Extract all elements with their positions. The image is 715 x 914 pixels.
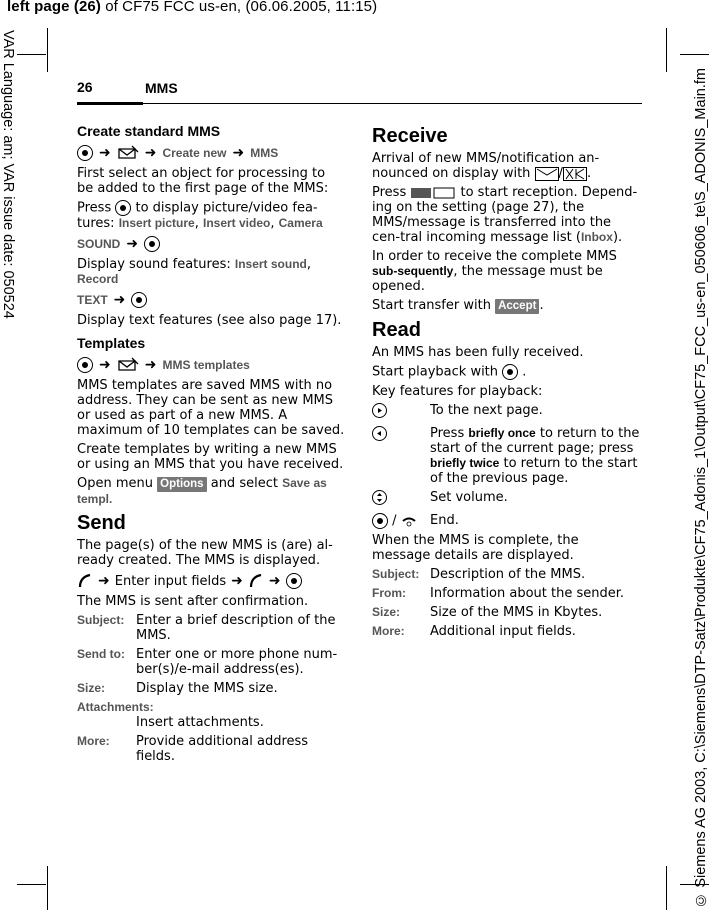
create-paragraph: First select an object for processing to be added to the first page of the MMS: <box>77 166 329 196</box>
playback-paragraph: Start playback with . <box>372 364 527 380</box>
create-heading: Create standard MMS <box>77 123 221 139</box>
read-paragraph-1: An MMS has been fully received. <box>372 345 584 360</box>
order-paragraph: In order to receive the complete MMS sub-sequently, the message must be opened. <box>372 249 617 294</box>
nav-up-down-icon <box>372 490 387 505</box>
key-row: To the next page. <box>372 403 640 422</box>
left-column <box>77 122 345 768</box>
send-paragraph-2: The MMS is sent after confirmation. <box>77 594 309 609</box>
crop-mark <box>666 866 667 910</box>
center-key-icon <box>144 236 160 252</box>
detail-row: More: Additional input fields. <box>372 624 576 639</box>
print-header <box>7 0 377 15</box>
text-path <box>77 289 345 311</box>
arrow-icon: ➜ <box>144 144 157 161</box>
crop-mark <box>47 866 48 910</box>
complete-paragraph: When the MMS is complete, the message details are displayed. <box>372 533 579 563</box>
center-key-icon <box>131 292 147 308</box>
send-heading: Send <box>77 512 126 534</box>
press-paragraph: Press to display picture/video fea-tures: Insert picture, Insert video, Camera <box>77 200 323 231</box>
templates-path <box>77 354 345 376</box>
field-row: Send to: Enter one or more phone num-ber(s)/e-mail address(es). <box>77 647 338 677</box>
press-receive-paragraph: Press to start reception. Depend-ing on the setting (page 27), the MMS/message is transferred into the cen-tral incoming message list (Inbox). <box>372 185 638 245</box>
arrow-icon: ➜ <box>99 144 111 161</box>
accept-softkey: Accept <box>495 299 539 314</box>
send-path <box>77 570 345 592</box>
templates-heading: Templates <box>77 335 146 351</box>
side-text-right: © Siemens AG 2003, C:\Siemens\DTP-Satz\Produkte\CF75_Adonis_1\Output\CF75_FCC_us-en_050606_te\S_ADONIS_Main.fm <box>693 68 709 908</box>
crop-mark <box>47 28 48 72</box>
arrow-icon: ➜ <box>113 291 126 308</box>
crop-mark <box>17 54 46 55</box>
messages-icon <box>117 357 139 373</box>
sound-paragraph: Display sound features: Insert sound, Record <box>77 257 312 286</box>
center-key-icon <box>115 200 131 216</box>
create-path <box>77 142 345 164</box>
mms-envelope-icon <box>535 167 559 181</box>
path-create-new: Create new <box>162 145 227 160</box>
crop-mark <box>666 28 667 72</box>
call-key-icon <box>248 573 264 589</box>
end-key-icon <box>401 515 417 527</box>
options-softkey: Options <box>157 477 206 492</box>
right-column <box>372 122 640 643</box>
sound-label: SOUND <box>77 236 121 251</box>
messages-icon <box>117 145 139 161</box>
send-paragraph-1: The page(s) of the new MMS is (are) al-ready created. The MMS is displayed. <box>77 538 333 568</box>
center-key-icon <box>286 573 302 589</box>
nav-right-icon <box>372 403 387 418</box>
text-paragraph: Display text features (see also page 17). <box>77 313 342 328</box>
crop-mark <box>17 884 46 885</box>
nav-left-icon <box>372 426 387 441</box>
center-key-icon <box>77 145 93 161</box>
enter-input-text: Enter input fields <box>114 573 227 589</box>
field-row: Subject: Enter a brief description of the MMS. <box>77 613 336 643</box>
arrow-icon: ➜ <box>144 356 157 373</box>
arrow-icon: ➜ <box>232 144 245 161</box>
arrow-icon: ➜ <box>231 572 243 589</box>
side-text-left: VAR Language: am; VAR issue date: 050524 <box>0 30 16 319</box>
crop-mark <box>680 54 709 55</box>
templates-paragraph-1: MMS templates are saved MMS with no address. They can be sent as new MMS or used as part of a new MMS. A maximum of 10 templates can be saved. <box>77 378 345 438</box>
key-row: Press briefly once to return to the start of the current page; press briefly twice to return to the start of the previous page. <box>372 426 640 486</box>
key-row: / End. <box>372 513 640 529</box>
detail-row: From: Information about the sender. <box>372 586 625 601</box>
page-title: MMS <box>145 80 178 96</box>
header-rule <box>77 103 642 104</box>
attachments-value: Insert attachments. <box>136 715 264 730</box>
detail-row: Size: Size of the MMS in Kbytes. <box>372 605 603 620</box>
print-header-info: of CF75 FCC us-en, (06.06.2005, 11:15) <box>100 0 378 15</box>
center-key-icon <box>77 357 93 373</box>
key-features-paragraph: Key features for playback: <box>372 384 543 399</box>
path-mms: MMS <box>250 145 279 160</box>
start-transfer-paragraph: Start transfer with Accept . <box>372 298 544 313</box>
text-label: TEXT <box>77 292 108 307</box>
arrow-icon: ➜ <box>268 572 281 589</box>
field-row: More: Provide additional address fields. <box>77 734 309 764</box>
sound-path <box>77 233 345 255</box>
field-row: Size: Display the MMS size. <box>77 681 278 696</box>
call-key-icon <box>77 573 93 589</box>
print-header-page: left page (26) <box>7 0 101 15</box>
read-heading: Read <box>372 319 421 341</box>
arrow-icon: ➜ <box>126 235 139 252</box>
arrow-icon: ➜ <box>99 356 111 373</box>
page-number: 26 <box>77 79 93 95</box>
attachments-key: Attachments: <box>77 700 154 714</box>
mms-notification-icon <box>563 167 587 181</box>
receive-paragraph: Arrival of new MMS/notification an-nounced on display with / . <box>372 151 600 181</box>
center-key-icon <box>502 364 518 380</box>
arrow-icon: ➜ <box>98 572 110 589</box>
key-row: Set volume. <box>372 490 640 509</box>
path-mms-templates: MMS templates <box>162 357 250 372</box>
center-key-icon <box>372 513 388 529</box>
open-menu-paragraph: Open menu Options and select Save as templ. <box>77 476 327 506</box>
templates-paragraph-2: Create templates by writing a new MMS or using an MMS that you have received. <box>77 442 344 472</box>
receive-heading: Receive <box>372 125 448 147</box>
detail-row: Subject: Description of the MMS. <box>372 567 586 582</box>
left-softkey-icon <box>410 187 456 199</box>
